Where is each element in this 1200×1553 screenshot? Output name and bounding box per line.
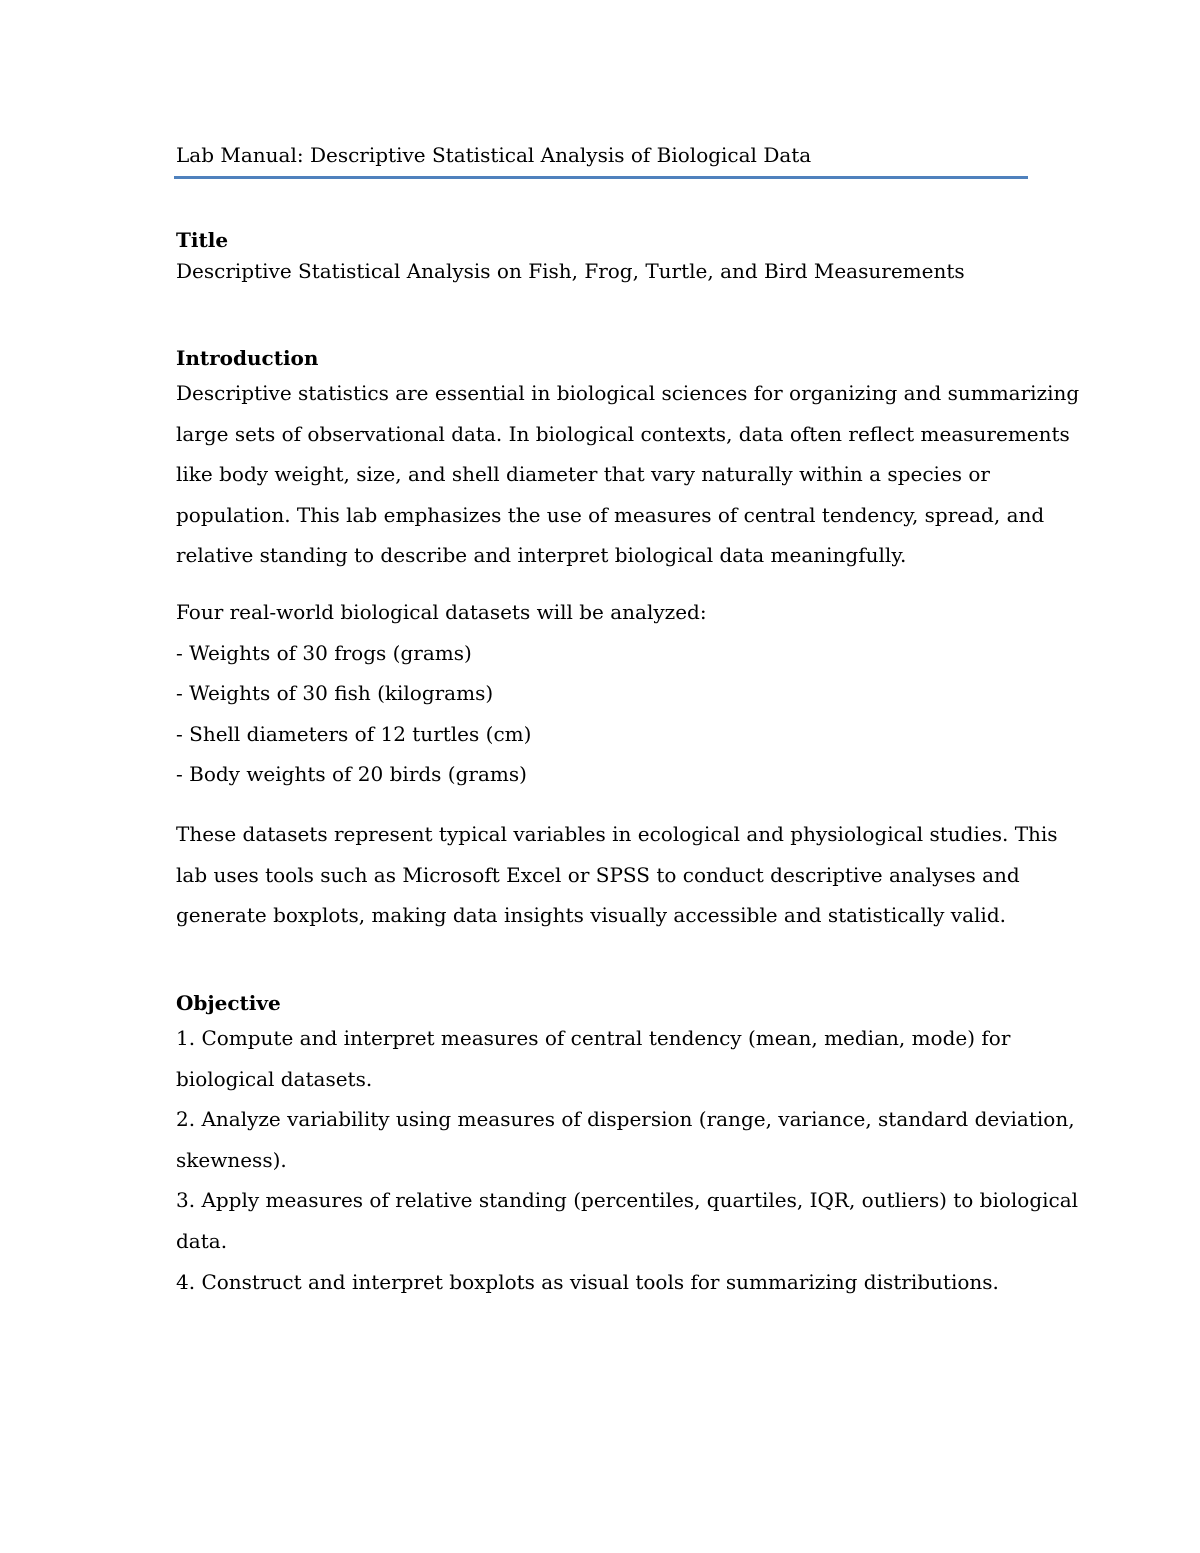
document-header-title: Lab Manual: Descriptive Statistical Analysis of Biological Data bbox=[176, 143, 812, 167]
objective-section bbox=[176, 988, 1079, 1302]
dataset-list-item: - Shell diameters of 12 turtles (cm) bbox=[176, 721, 532, 746]
introduction-line: large sets of observational data. In biological contexts, data often reflect measurements bbox=[176, 421, 1070, 446]
datasets-section bbox=[176, 592, 1026, 795]
introduction-section bbox=[176, 343, 1080, 576]
datasets-intro: Four real-world biological datasets will be analyzed: bbox=[176, 600, 707, 624]
objective-line: skewness). bbox=[176, 1147, 287, 1172]
objective-line: 2. Analyze variability using measures of dispersion (range, variance, standard deviation, bbox=[176, 1107, 1075, 1132]
tools-line: generate boxplots, making data insights visually accessible and statistically valid. bbox=[176, 903, 1006, 928]
introduction-line: population. This lab emphasizes the use of measures of central tendency, spread, and bbox=[176, 502, 1045, 527]
objective-line: 4. Construct and interpret boxplots as visual tools for summarizing distributions. bbox=[176, 1269, 999, 1294]
introduction-line: relative standing to describe and interpret biological data meaningfully. bbox=[176, 543, 907, 568]
tools-line: These datasets represent typical variables in ecological and physiological studies. This bbox=[176, 822, 1058, 846]
header-rule bbox=[174, 176, 1028, 179]
title-section bbox=[176, 225, 1026, 287]
introduction-line: like body weight, size, and shell diameter that vary naturally within a species or bbox=[176, 462, 990, 487]
dataset-list-item: - Weights of 30 fish (kilograms) bbox=[176, 681, 494, 706]
objective-line: data. bbox=[176, 1228, 228, 1253]
dataset-list-item: - Body weights of 20 birds (grams) bbox=[176, 762, 527, 787]
objective-heading: Objective bbox=[176, 991, 281, 1015]
dataset-list-item: - Weights of 30 frogs (grams) bbox=[176, 640, 472, 665]
title-text: Descriptive Statistical Analysis on Fish, Frog, Turtle, and Bird Measurements bbox=[176, 259, 965, 283]
tools-line: lab uses tools such as Microsoft Excel or SPSS to conduct descriptive analyses and bbox=[176, 862, 1020, 887]
objective-line: 1. Compute and interpret measures of central tendency (mean, median, mode) for bbox=[176, 1026, 1011, 1050]
introduction-heading: Introduction bbox=[176, 346, 319, 370]
objective-line: biological datasets. bbox=[176, 1066, 373, 1091]
tools-paragraph bbox=[176, 814, 1058, 936]
introduction-line: Descriptive statistics are essential in biological sciences for organizing and summarizing bbox=[176, 381, 1080, 405]
objective-line: 3. Apply measures of relative standing (percentiles, quartiles, IQR, outliers) to biological bbox=[176, 1188, 1079, 1213]
title-heading: Title bbox=[176, 228, 229, 252]
